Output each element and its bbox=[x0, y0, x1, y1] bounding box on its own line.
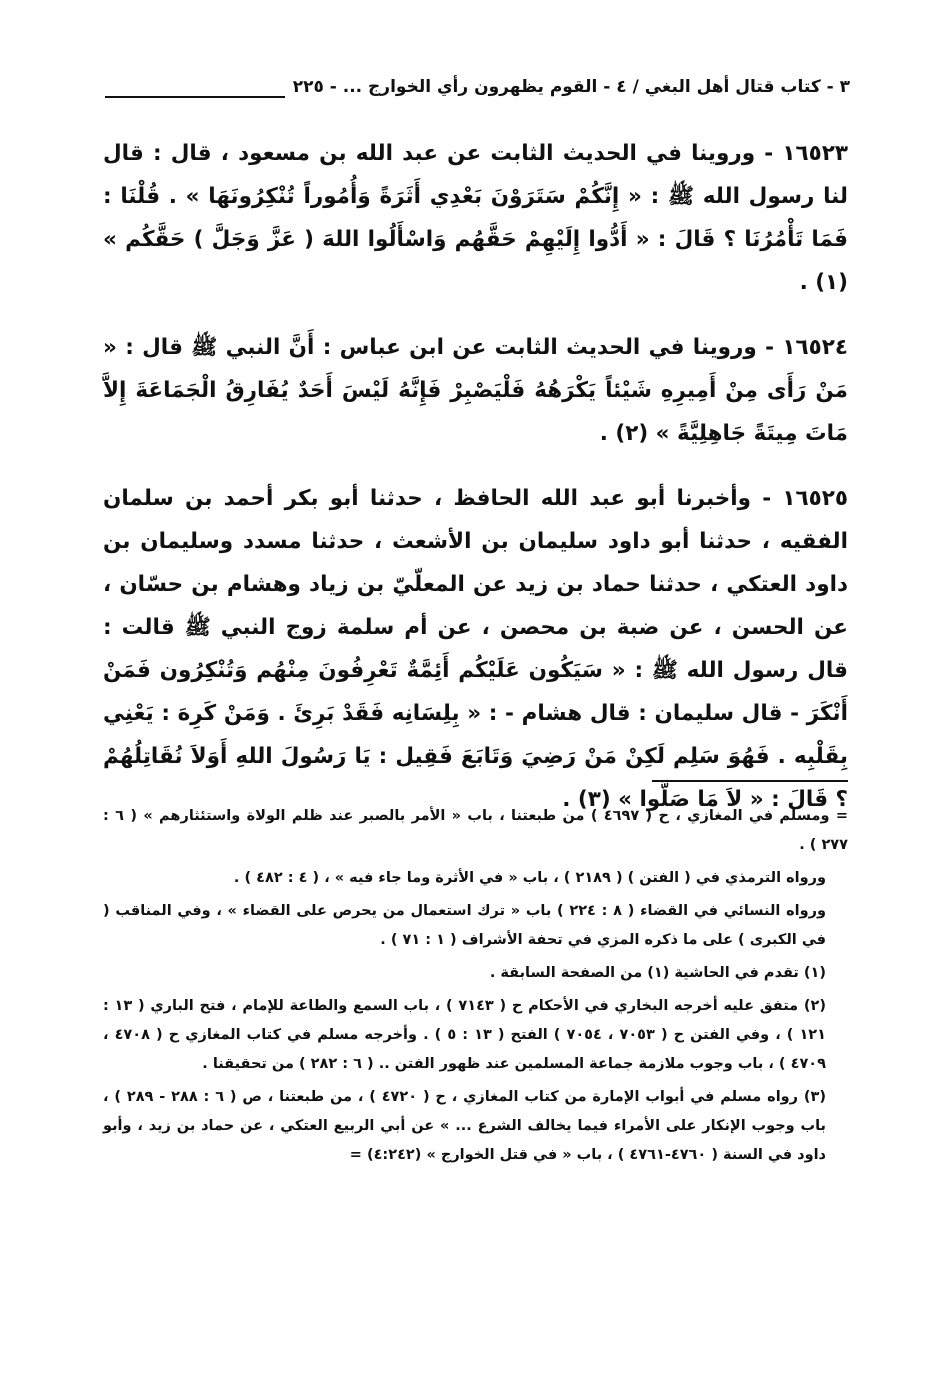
footnote-separator bbox=[652, 780, 848, 782]
footnote-nasai: ورواه النسائي في القضاء ( ٨ : ٢٢٤ ) باب « ترك استعمال من يحرص على القضاء » ، وفي المناقب ( في الكبرى ) على ما ذكره المزي في تحفة الأشراف ( ١ : ٧١ ) . bbox=[103, 903, 826, 948]
hadith-16523: ١٦٥٢٣ - وروينا في الحديث الثابت عن عبد الله بن مسعود ، قال : قال لنا رسول الله ﷺ : « إِنَّكُمْ سَتَرَوْنَ بَعْدِي أَثَرَةً وَأُمُوراً تُنْكِرُونَهَا » . قُلْنَا : فَمَا تَأْمُرُنَا ؟ قَالَ : « أَدُّوا إِلَيْهِمْ حَقَّهُم وَاسْأَلُوا اللهَ ( عَزَّ وَجَلَّ ) حَقَّكُم » (١) . bbox=[103, 141, 848, 295]
hadith-16524: ١٦٥٢٤ - وروينا في الحديث الثابت عن ابن عباس : أَنَّ النبي ﷺ قال : « مَنْ رَأَى مِنْ أَمِيرِهِ شَيْئاً يَكْرَهُهُ فَلْيَصْبِرْ فَإِنَّهُ لَيْسَ أَحَدٌ يُفَارِقُ الْجَمَاعَةَ إِلاَّ مَاتَ مِيتَةً جَاهِلِيَّةً » (٢) . bbox=[103, 335, 848, 446]
main-text bbox=[103, 132, 848, 843]
footnote-3: (٣) رواه مسلم في أبواب الإمارة من كتاب المغازي ، ح ( ٤٧٢٠ ) ، من طبعتنا ، ص ( ٦ : ٢٨٨ - ٢٨٩ ) ، باب وجوب الإنكار على الأمراء فيما يخالف الشرع ... » عن أبي الربيع العتكي ، عن حماد بن زيد ، وأبو داود في السنة ( ٤٧٦٠-٤٧٦١ ) ، باب « في قتل الخوارج » (٤:٢٤٢) = bbox=[103, 1089, 826, 1163]
footnote-continuation: = ومسلم في المغازي ، ح ( ٤٦٩٧ ) من طبعتنا ، باب « الأمر بالصبر عند ظلم الولاة واستئثارهم » ( ٦ : ٢٧٧ ) . bbox=[103, 808, 848, 853]
running-header bbox=[105, 74, 850, 104]
footnotes bbox=[103, 802, 848, 1174]
footnote-tirmidhi: ورواه الترمذي في ( الفتن ) ( ٢١٨٩ ) ، باب « في الأثرة وما جاء فيه » ، ( ٤ : ٤٨٢ ) . bbox=[233, 870, 826, 886]
footnote-2: (٢) متفق عليه أخرجه البخاري في الأحكام ح ( ٧١٤٣ ) ، باب السمع والطاعة للإمام ، فتح الباري ( ١٣ : ١٢١ ) ، وفي الفتن ح ( ٧٠٥٣ ، ٧٠٥٤ ) الفتح ( ١٣ : ٥ ) . وأخرجه مسلم في كتاب المغازي ح ( ٤٧٠٨ ، ٤٧٠٩ ) ، باب وجوب ملازمة جماعة المسلمين عند ظهور الفتن .. ( ٦ : ٢٨٢ ) من تحقيقنا . bbox=[103, 998, 826, 1072]
running-header-title: ٣ - كتاب قتال أهل البغي / ٤ - القوم يظهرون رأي الخوارج ... - ٢٢٥ bbox=[285, 74, 850, 100]
hadith-16525: ١٦٥٢٥ - وأخبرنا أبو عبد الله الحافظ ، حدثنا أبو بكر أحمد بن سلمان الفقيه ، حدثنا أبو داود سليمان بن الأشعث ، حدثنا مسدد وسليمان بن داود العتكي ، حدثنا حماد بن زيد عن المعلّيّ بن زياد وهشام بن حسّان ، عن الحسن ، عن ضبة بن محصن ، عن أم سلمة زوج النبي ﷺ قالت : قال رسول الله ﷺ : « سَيَكُون عَلَيْكُم أَئِمَّةٌ تَعْرِفُونَ مِنْهُم وَتُنْكِرُون فَمَنْ أَنْكَرَ - قال سليمان : قال هشام - : « بِلِسَانِه فَقَدْ بَرِئَ . وَمَنْ كَرِهَ : يَعْنِي بِقَلْبِه . فَهُوَ سَلِم لَكِنْ مَنْ رَضِيَ وَتَابَعَ فَقِيل : يَا رَسُولَ اللهِ أَوَلاَ نُقَاتِلُهُمْ ؟ قَالَ : « لاَ مَا صَلَّوا » (٣) . bbox=[103, 486, 848, 812]
footnote-1: (١) تقدم في الحاشية (١) من الصفحة السابقة . bbox=[489, 965, 826, 981]
